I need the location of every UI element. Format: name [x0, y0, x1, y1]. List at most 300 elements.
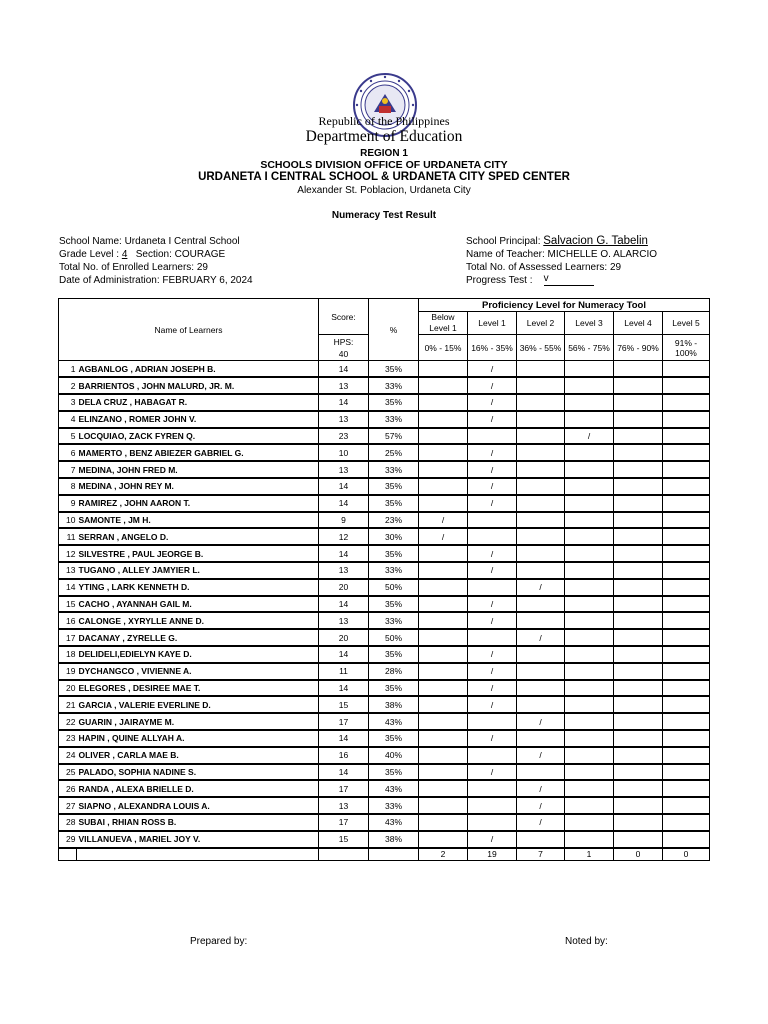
level-cell	[419, 747, 468, 764]
table-row	[59, 428, 710, 445]
level-cell	[419, 394, 468, 411]
learner-score: 12	[319, 528, 369, 545]
row-number: 6	[59, 444, 77, 461]
republic-heading: Republic of the Philippines	[318, 114, 450, 128]
table-row	[59, 361, 710, 378]
level-cell: /	[468, 411, 517, 428]
level-cell	[663, 730, 710, 747]
level-cell	[517, 394, 565, 411]
level-cell	[517, 730, 565, 747]
assessed-info: Total No. of Assessed Learners: 29	[466, 262, 622, 273]
section-label: Section: COURAGE	[135, 249, 226, 260]
learner-name: MEDINA, JOHN FRED M.	[77, 461, 319, 478]
level-cell	[663, 780, 710, 797]
level-cell	[663, 461, 710, 478]
level-cell: /	[517, 797, 565, 814]
level-cell	[565, 713, 614, 730]
level-cell	[663, 428, 710, 445]
table-row	[59, 478, 710, 495]
level-cell	[614, 680, 663, 697]
level-cell	[614, 411, 663, 428]
table-row	[59, 780, 710, 797]
level-cell	[614, 713, 663, 730]
level-cell	[419, 579, 468, 596]
level-cell: /	[468, 730, 517, 747]
level-cell	[663, 646, 710, 663]
name-header: Name of Learners	[59, 299, 319, 361]
level-range-3: 56% - 75%	[565, 335, 614, 361]
learner-name: SILVESTRE , PAUL JEORGE B.	[77, 545, 319, 562]
level-cell	[614, 495, 663, 512]
table-row	[59, 377, 710, 394]
progress-label: Progress Test :	[466, 275, 533, 286]
level-cell	[565, 764, 614, 781]
totals-blank-name	[77, 848, 319, 861]
level-cell	[419, 646, 468, 663]
learner-name: PALADO, SOPHIA NADINE S.	[77, 764, 319, 781]
learner-score: 13	[319, 562, 369, 579]
learner-score: 15	[319, 696, 369, 713]
table-row	[59, 629, 710, 646]
learner-name: GUARIN , JAIRAYME M.	[77, 713, 319, 730]
learner-score: 20	[319, 579, 369, 596]
learner-percent: 35%	[369, 361, 419, 378]
level-label: Level 3	[575, 317, 603, 328]
level-cell	[663, 394, 710, 411]
table-row	[59, 411, 710, 428]
learner-score: 23	[319, 428, 369, 445]
level-cell: /	[468, 596, 517, 613]
level-cell: /	[517, 780, 565, 797]
level-cell	[663, 444, 710, 461]
level-cell: /	[468, 680, 517, 697]
level-cell	[663, 562, 710, 579]
level-cell	[565, 579, 614, 596]
learner-score: 17	[319, 780, 369, 797]
table-row	[59, 562, 710, 579]
table-row	[59, 579, 710, 596]
level-cell	[614, 461, 663, 478]
division-heading: SCHOOLS DIVISION OFFICE OF URDANETA CITY	[260, 159, 508, 171]
region-heading: REGION 1	[360, 148, 408, 159]
table-row	[59, 713, 710, 730]
principal-label: School Principal:	[466, 236, 541, 247]
level-cell: /	[419, 512, 468, 529]
level-cell	[517, 646, 565, 663]
learner-name: OLIVER , CARLA MAE B.	[77, 747, 319, 764]
level-cell: /	[468, 444, 517, 461]
level-cell	[419, 377, 468, 394]
row-number: 12	[59, 545, 77, 562]
level-cell	[614, 814, 663, 831]
level-cell	[565, 663, 614, 680]
level-cell	[419, 596, 468, 613]
learner-percent: 30%	[369, 528, 419, 545]
row-number: 17	[59, 629, 77, 646]
level-cell: /	[468, 394, 517, 411]
level-cell	[614, 764, 663, 781]
level-cell: /	[468, 562, 517, 579]
level-label: Level 5	[672, 317, 700, 328]
level-cell: /	[468, 663, 517, 680]
learner-name: ELINZANO , ROMER JOHN V.	[77, 411, 319, 428]
level-cell	[663, 377, 710, 394]
level-cell	[419, 444, 468, 461]
learner-percent: 50%	[369, 579, 419, 596]
results-table	[58, 298, 710, 861]
level-cell	[614, 831, 663, 848]
level-cell	[468, 528, 517, 545]
level-cell: /	[468, 495, 517, 512]
learner-name: MEDINA , JOHN REY M.	[77, 478, 319, 495]
level-cell: /	[468, 646, 517, 663]
learner-name: DYCHANGCO , VIVIENNE A.	[77, 663, 319, 680]
learner-name: AGBANLOG , ADRIAN JOSEPH B.	[77, 361, 319, 378]
level-label: Below	[431, 312, 455, 322]
level-cell	[663, 411, 710, 428]
learner-percent: 33%	[369, 797, 419, 814]
row-number: 18	[59, 646, 77, 663]
learner-name: CALONGE , XYRYLLE ANNE D.	[77, 612, 319, 629]
noted-by-label: Noted by:	[565, 936, 608, 947]
level-cell	[419, 696, 468, 713]
learner-name: LOCQUIAO, ZACK FYREN Q.	[77, 428, 319, 445]
level-cell	[419, 478, 468, 495]
level-cell: /	[517, 629, 565, 646]
level-label: Level 4	[624, 317, 652, 328]
level-header-2	[517, 312, 565, 335]
level-cell	[517, 612, 565, 629]
learner-score: 14	[319, 596, 369, 613]
learner-score: 13	[319, 612, 369, 629]
level-cell	[419, 562, 468, 579]
level-cell	[614, 562, 663, 579]
grade-level-value: 4	[121, 249, 128, 260]
level-range-1: 16% - 35%	[468, 335, 517, 361]
level-cell	[517, 478, 565, 495]
level-cell	[419, 831, 468, 848]
level-cell	[517, 512, 565, 529]
level-cell	[565, 361, 614, 378]
school-address: Alexander St. Poblacion, Urdaneta City	[297, 185, 471, 196]
level-range-4: 76% - 90%	[614, 335, 663, 361]
level-cell	[614, 428, 663, 445]
level-label-2: Level 1	[429, 323, 457, 333]
level-total: 19	[468, 848, 517, 861]
learner-percent: 38%	[369, 696, 419, 713]
department-heading: Department of Education	[305, 128, 463, 145]
level-header-5	[663, 312, 710, 335]
level-cell	[419, 797, 468, 814]
level-cell	[614, 629, 663, 646]
row-number: 7	[59, 461, 77, 478]
level-cell	[663, 528, 710, 545]
level-cell	[614, 512, 663, 529]
proficiency-header: Proficiency Level for Numeracy Tool	[419, 299, 710, 312]
percent-header: %	[369, 299, 419, 361]
level-cell	[663, 361, 710, 378]
level-cell	[419, 713, 468, 730]
progress-value: v	[544, 274, 594, 286]
level-cell	[663, 478, 710, 495]
level-range-0: 0% - 15%	[419, 335, 468, 361]
row-number: 2	[59, 377, 77, 394]
level-cell	[468, 814, 517, 831]
level-cell	[565, 680, 614, 697]
table-row	[59, 680, 710, 697]
table-row	[59, 764, 710, 781]
level-cell	[565, 814, 614, 831]
level-cell	[614, 394, 663, 411]
learner-percent: 33%	[369, 461, 419, 478]
table-row	[59, 747, 710, 764]
row-number: 5	[59, 428, 77, 445]
level-cell	[517, 831, 565, 848]
table-row	[59, 394, 710, 411]
learner-percent: 35%	[369, 680, 419, 697]
level-cell	[419, 764, 468, 781]
enrolled-info: Total No. of Enrolled Learners: 29	[59, 262, 208, 273]
learner-score: 14	[319, 394, 369, 411]
level-cell	[419, 612, 468, 629]
level-cell	[565, 730, 614, 747]
learner-percent: 33%	[369, 411, 419, 428]
level-cell	[517, 428, 565, 445]
level-cell	[614, 478, 663, 495]
row-number: 8	[59, 478, 77, 495]
learner-percent: 43%	[369, 780, 419, 797]
learner-percent: 35%	[369, 495, 419, 512]
principal-name: Salvacion G. Tabelin	[543, 235, 648, 247]
level-cell	[468, 797, 517, 814]
table-row	[59, 831, 710, 848]
totals-blank-pct	[369, 848, 419, 861]
level-cell	[663, 512, 710, 529]
level-cell	[517, 461, 565, 478]
table-row	[59, 545, 710, 562]
level-label: Level 1	[478, 317, 506, 328]
level-cell: /	[517, 814, 565, 831]
level-cell	[565, 629, 614, 646]
learner-name: SUBAI , RHIAN ROSS B.	[77, 814, 319, 831]
row-number: 22	[59, 713, 77, 730]
learner-percent: 35%	[369, 646, 419, 663]
level-cell	[468, 780, 517, 797]
learner-percent: 23%	[369, 512, 419, 529]
grade-level-label: Grade Level :	[59, 249, 120, 260]
level-cell	[419, 411, 468, 428]
level-cell	[517, 411, 565, 428]
level-cell: /	[468, 831, 517, 848]
level-cell	[419, 680, 468, 697]
learner-percent: 33%	[369, 562, 419, 579]
row-number: 19	[59, 663, 77, 680]
level-cell	[614, 780, 663, 797]
learner-score: 17	[319, 713, 369, 730]
learner-percent: 43%	[369, 814, 419, 831]
level-cell	[419, 361, 468, 378]
level-range-5: 91% - 100%	[663, 335, 710, 361]
learner-name: DELIDELI,EDIELYN KAYE D.	[77, 646, 319, 663]
level-cell	[565, 646, 614, 663]
level-cell	[419, 780, 468, 797]
learner-percent: 35%	[369, 545, 419, 562]
learner-score: 13	[319, 377, 369, 394]
learner-score: 15	[319, 831, 369, 848]
learner-score: 14	[319, 495, 369, 512]
level-cell	[663, 596, 710, 613]
table-row	[59, 461, 710, 478]
level-cell	[419, 495, 468, 512]
level-cell	[663, 629, 710, 646]
level-total: 1	[565, 848, 614, 861]
level-cell: /	[468, 696, 517, 713]
level-cell	[468, 713, 517, 730]
learner-name: VILLANUEVA , MARIEL JOY V.	[77, 831, 319, 848]
hps-label: HPS:	[333, 336, 354, 347]
learner-percent: 33%	[369, 377, 419, 394]
level-cell	[517, 680, 565, 697]
learner-percent: 57%	[369, 428, 419, 445]
level-cell: /	[468, 361, 517, 378]
learner-score: 14	[319, 478, 369, 495]
level-cell	[419, 545, 468, 562]
level-cell	[565, 562, 614, 579]
level-total: 0	[663, 848, 710, 861]
level-cell: /	[468, 461, 517, 478]
level-cell	[419, 428, 468, 445]
level-cell	[517, 528, 565, 545]
row-number: 25	[59, 764, 77, 781]
level-cell	[663, 663, 710, 680]
learner-percent: 50%	[369, 629, 419, 646]
level-cell	[565, 780, 614, 797]
level-cell	[565, 394, 614, 411]
learner-percent: 40%	[369, 747, 419, 764]
level-header-4	[614, 312, 663, 335]
learner-percent: 25%	[369, 444, 419, 461]
level-cell	[663, 713, 710, 730]
school-name-info: School Name: Urdaneta I Central School	[59, 236, 240, 247]
table-row	[59, 646, 710, 663]
table-row	[59, 444, 710, 461]
level-cell	[663, 747, 710, 764]
learner-score: 16	[319, 747, 369, 764]
learner-score: 13	[319, 411, 369, 428]
row-number: 24	[59, 747, 77, 764]
learner-score: 11	[319, 663, 369, 680]
row-number: 21	[59, 696, 77, 713]
level-cell	[565, 797, 614, 814]
level-cell: /	[468, 764, 517, 781]
level-cell	[565, 411, 614, 428]
level-cell	[663, 696, 710, 713]
row-number: 4	[59, 411, 77, 428]
table-row	[59, 528, 710, 545]
table-row	[59, 512, 710, 529]
level-cell	[468, 747, 517, 764]
level-cell	[565, 596, 614, 613]
level-cell: /	[468, 545, 517, 562]
learner-name: SIAPNO , ALEXANDRA LOUIS A.	[77, 797, 319, 814]
learner-name: GARCIA , VALERIE EVERLINE D.	[77, 696, 319, 713]
level-range-2: 36% - 55%	[517, 335, 565, 361]
hps-value: 40	[338, 348, 349, 359]
level-cell	[468, 629, 517, 646]
learner-percent: 33%	[369, 612, 419, 629]
learner-percent: 35%	[369, 478, 419, 495]
table-row	[59, 696, 710, 713]
row-number: 26	[59, 780, 77, 797]
table-row	[59, 730, 710, 747]
school-heading: URDANETA I CENTRAL SCHOOL & URDANETA CITY SPED CENTER	[198, 171, 570, 183]
learner-score: 9	[319, 512, 369, 529]
learner-name: TUGANO , ALLEY JAMYIER L.	[77, 562, 319, 579]
level-cell	[565, 377, 614, 394]
level-cell	[614, 596, 663, 613]
totals-blank-no	[59, 848, 77, 861]
level-cell	[565, 495, 614, 512]
learner-name: ELEGORES , DESIREE MAE T.	[77, 680, 319, 697]
learner-name: DELA CRUZ , HABAGAT R.	[77, 394, 319, 411]
row-number: 20	[59, 680, 77, 697]
level-cell	[468, 428, 517, 445]
level-cell	[565, 512, 614, 529]
level-cell: /	[468, 377, 517, 394]
prepared-by-label: Prepared by:	[190, 936, 248, 947]
level-cell	[517, 361, 565, 378]
totals-row	[59, 848, 710, 861]
principal-info	[466, 235, 648, 248]
row-number: 28	[59, 814, 77, 831]
level-cell	[517, 562, 565, 579]
level-cell	[419, 629, 468, 646]
learner-score: 14	[319, 361, 369, 378]
level-cell	[663, 579, 710, 596]
row-number: 27	[59, 797, 77, 814]
level-cell	[565, 831, 614, 848]
level-total: 2	[419, 848, 468, 861]
row-number: 1	[59, 361, 77, 378]
level-cell	[517, 495, 565, 512]
learner-score: 13	[319, 797, 369, 814]
learner-score: 14	[319, 545, 369, 562]
table-row	[59, 612, 710, 629]
learner-score: 17	[319, 814, 369, 831]
level-cell	[517, 696, 565, 713]
learner-name: SERRAN , ANGELO D.	[77, 528, 319, 545]
level-cell	[565, 461, 614, 478]
level-cell	[614, 696, 663, 713]
learner-percent: 35%	[369, 596, 419, 613]
totals-blank-score	[319, 848, 369, 861]
level-cell	[614, 545, 663, 562]
level-cell	[614, 646, 663, 663]
learner-percent: 38%	[369, 831, 419, 848]
level-cell	[614, 612, 663, 629]
date-info: Date of Administration: FEBRUARY 6, 2024	[59, 275, 253, 286]
level-cell	[565, 444, 614, 461]
level-cell: /	[517, 713, 565, 730]
learner-score: 14	[319, 680, 369, 697]
learner-name: CACHO , AYANNAH GAIL M.	[77, 596, 319, 613]
table-row	[59, 663, 710, 680]
level-total: 0	[614, 848, 663, 861]
level-cell: /	[468, 478, 517, 495]
learner-score: 14	[319, 730, 369, 747]
level-cell: /	[517, 579, 565, 596]
row-number: 11	[59, 528, 77, 545]
